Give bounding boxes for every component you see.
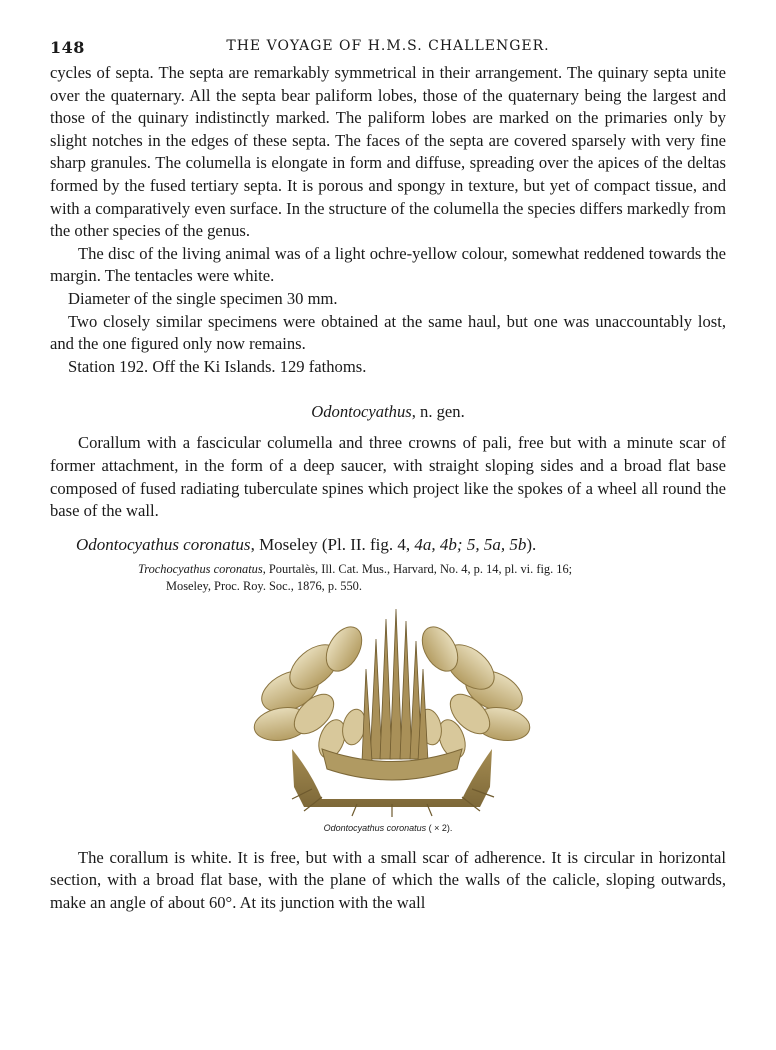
page-number: 148 — [50, 38, 85, 57]
synonymy-name: Trochocyathus coronatus — [138, 561, 263, 576]
running-head — [50, 38, 726, 62]
page — [50, 38, 726, 914]
species-author: , Moseley (Pl. II. fig. 4, — [250, 534, 415, 554]
genus-description: Corallum with a fascicular columella and three crowns of pali, free but with a minute scar of former attachment, in the form of a deep saucer, with straight sloping sides and a broad flat base composed of fused radiating tuberculate spines which project like the spokes of a wheel all round the base of the wall. — [50, 433, 726, 521]
paragraph-specimens: Two closely similar specimens were obtained at the same haul, but one was unaccountably lost, and the one figured only now remains. — [50, 311, 726, 354]
figure-caption — [50, 823, 726, 833]
paragraph-station: Station 192. Off the Ki Islands. 129 fathoms. — [68, 356, 367, 376]
species-name: Odontocyathus coronatus — [76, 534, 251, 554]
genus-heading — [50, 402, 726, 422]
genus-name: Odontocyathus — [311, 402, 412, 422]
genus-suffix: , n. gen. — [411, 402, 465, 422]
paragraph-disc: The disc of the living animal was of a light ochre-yellow colour, somewhat reddened towards the margin. The tentacles were white. — [50, 243, 726, 286]
synonymy-moseley: Moseley, Proc. Roy. Soc., 1876, p. 550. — [166, 578, 362, 593]
synonymy — [138, 561, 726, 595]
paragraph-diameter: Diameter of the single specimen 30 mm. — [68, 288, 338, 308]
running-title: THE VOYAGE OF H.M.S. CHALLENGER. — [226, 38, 550, 54]
species-fig-refs: 4a, 4b; 5, 5a, 5b — [414, 534, 527, 554]
species-close: ). — [526, 534, 537, 554]
coral-illustration — [252, 599, 532, 821]
coral-figure — [252, 599, 532, 821]
species-heading — [76, 535, 726, 555]
synonymy-ref: , Pourtalès, Ill. Cat. Mus., Harvard, No. 4, p. 14, pl. vi. fig. 16; — [262, 561, 573, 576]
paragraph-septa: cycles of septa. The septa are remarkably symmetrical in their arrangement. The quinary septa unite over the quaternary. All the septa bear paliform lobes, those of the quaternary being the largest and those of the quinary indistinctly marked. The paliform lobes are marked on the primaries only by slight notches in the edges of these septa. The faces of the septa are covered sparsely with very fine sharp granules. The columella is elongate in form and diffuse, spreading over the apices of the deltas formed by the fused tertiary septa. It is porous and spongy in texture, but yet of compact tissue, and with a comparatively even surface. In the structure of the columella the species differs markedly from the other species of the genus. — [50, 63, 726, 241]
caption-magnification: ( × 2). — [426, 822, 453, 833]
caption-name: Odontocyathus coronatus — [323, 822, 427, 833]
body-text — [50, 62, 726, 914]
paragraph-corallum: The corallum is white. It is free, but with a small scar of adherence. It is circular in horizontal section, with a broad flat base, with the plane of which the walls of the calicle, sloping outwards, make an angle of about 60°. At its junction with the wall — [50, 847, 726, 912]
coral-columella — [362, 609, 428, 761]
